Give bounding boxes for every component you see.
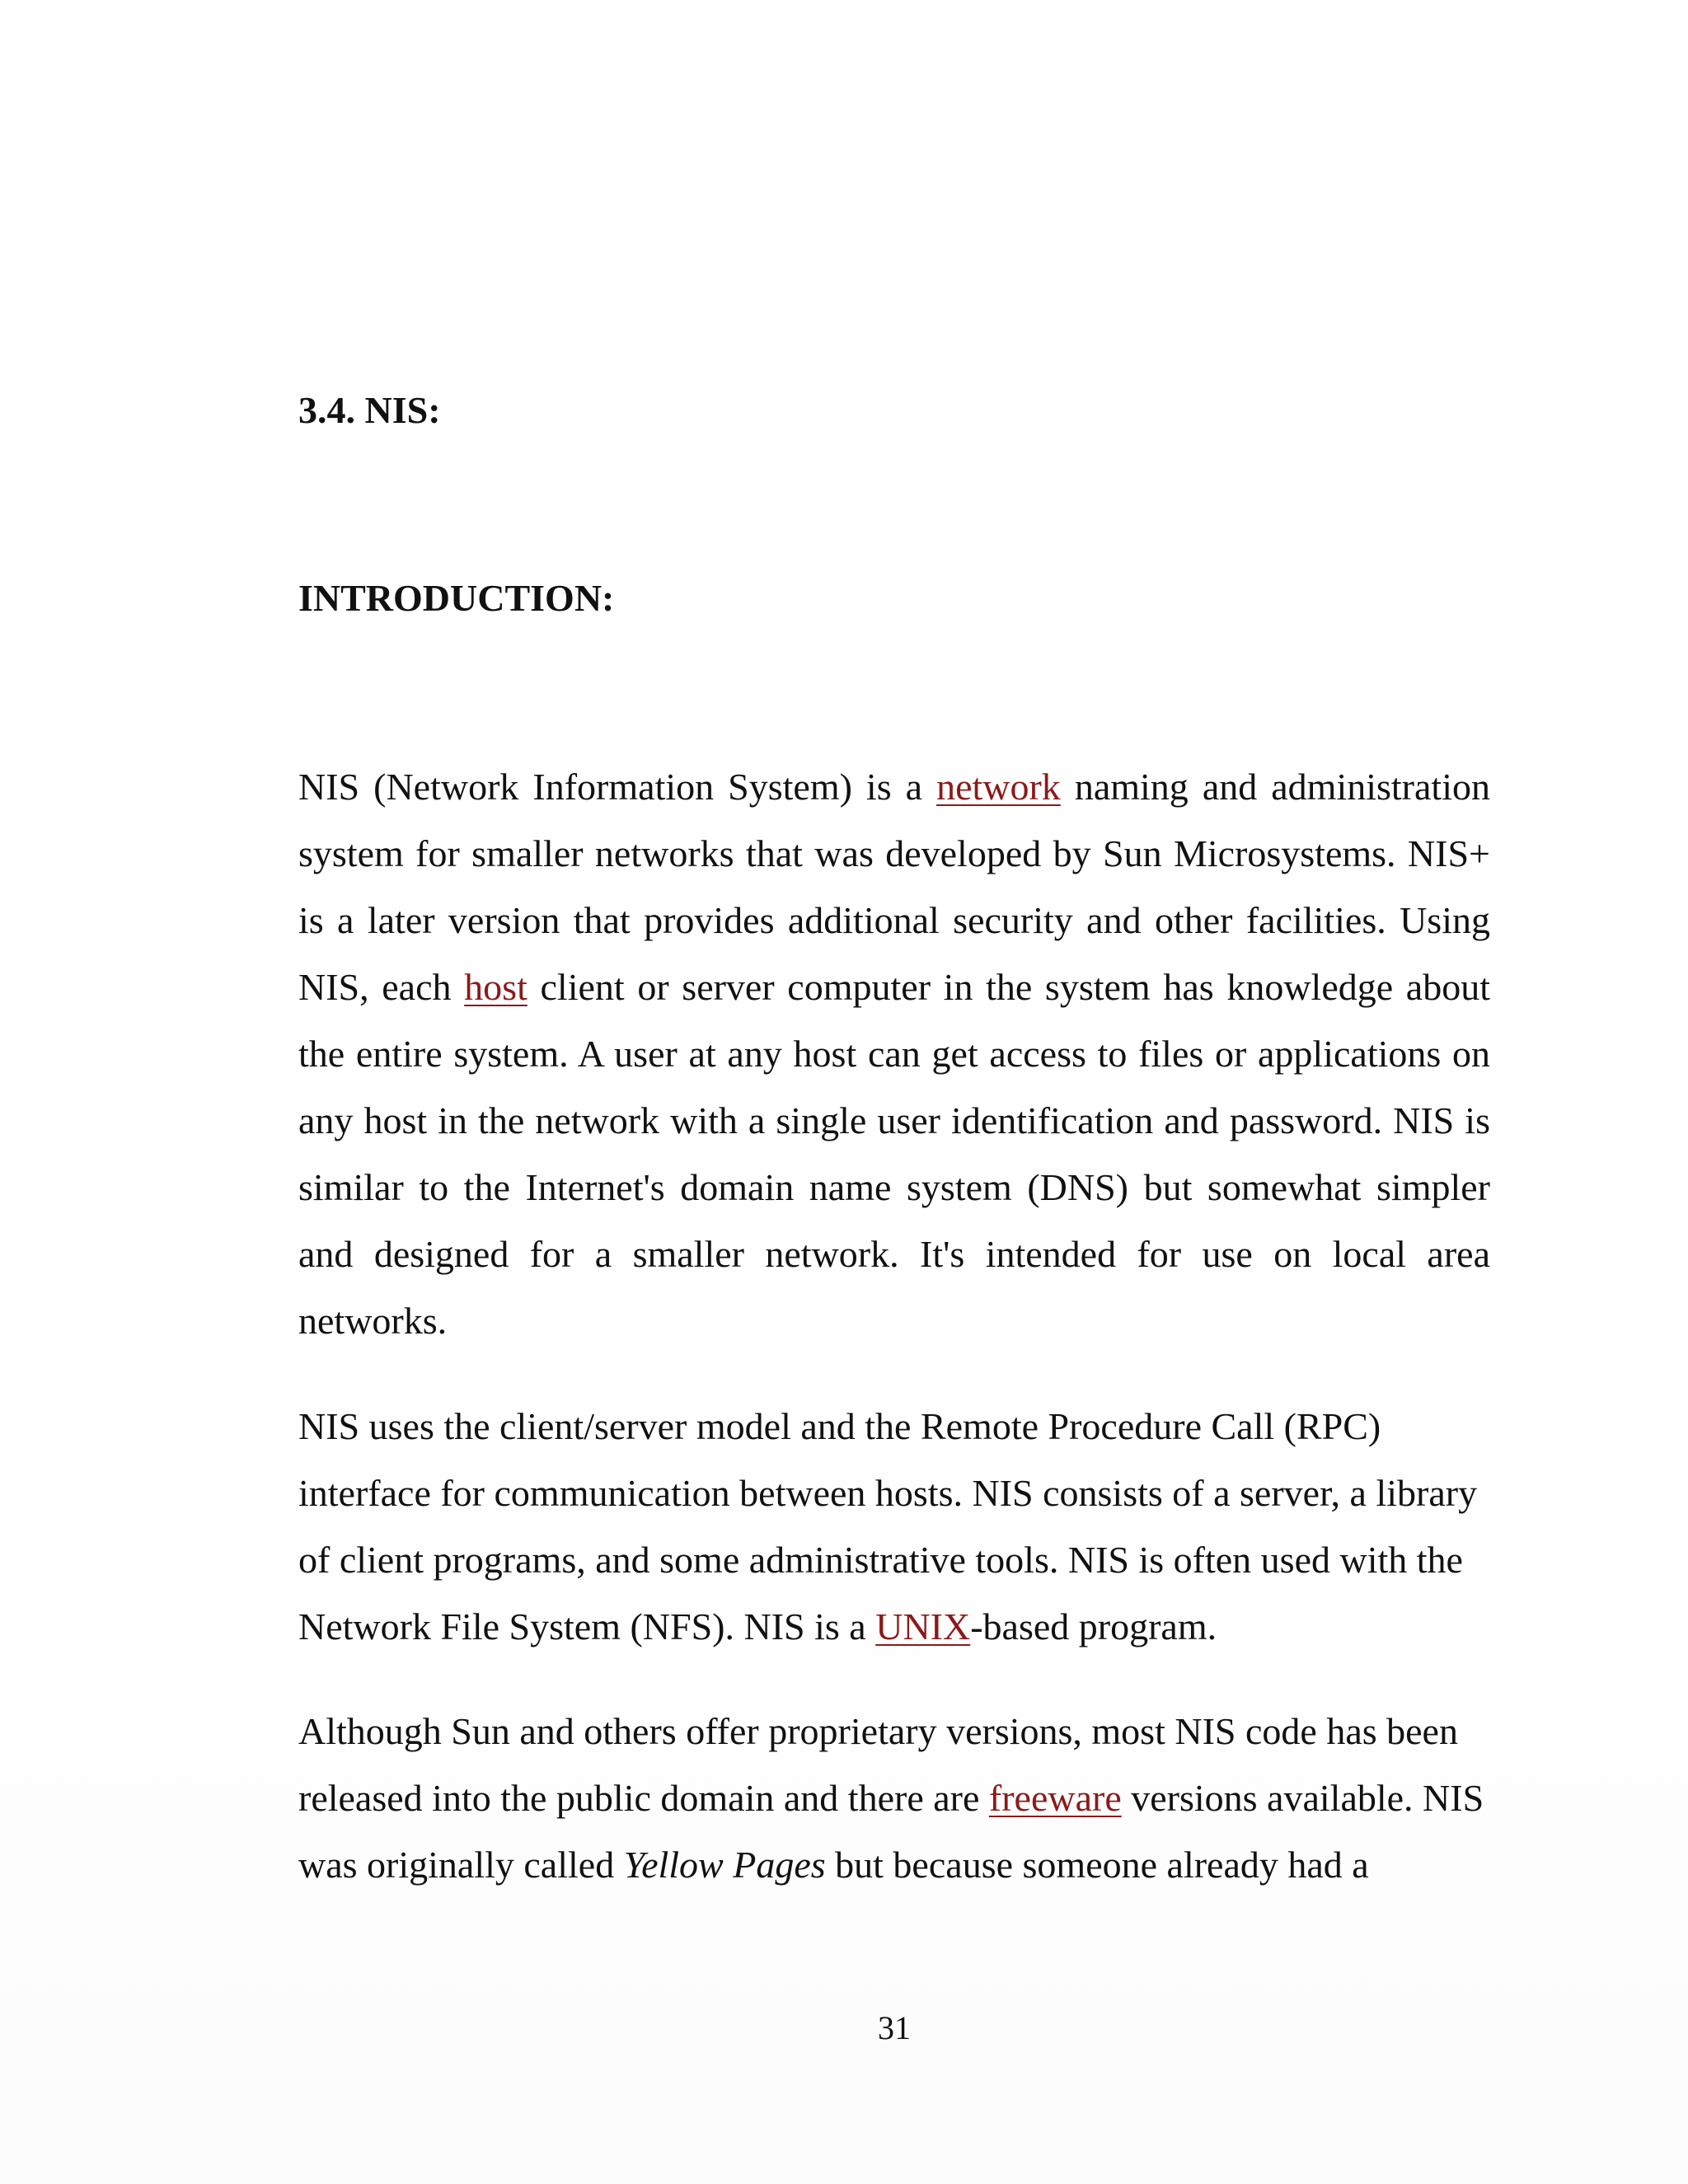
paragraph-text: naming and administration system for smaller networks that was developed by Sun Microsystems. NIS+ is a later version that provides additional security and other facilities. Using NIS, each <box>298 766 1490 1008</box>
network-link[interactable]: network <box>936 766 1061 808</box>
paragraph-text: NIS uses the client/server model and the Remote Procedure Call (RPC) interface for communication between hosts. NIS consists of a server, a library of client programs, and some administrative tools. NIS is often used with the Network File System (NFS). NIS is a <box>298 1405 1478 1647</box>
paragraph-text: NIS (Network Information System) is a <box>298 766 937 808</box>
freeware-link[interactable]: freeware <box>988 1777 1122 1819</box>
paragraph-history <box>298 1698 1490 1898</box>
page-number: 31 <box>878 2009 911 2046</box>
paragraph-client-server <box>298 1393 1490 1660</box>
yellow-pages-italic: Yellow Pages <box>623 1844 826 1886</box>
paragraph-text: Although Sun and others offer proprietary versions, most NIS code has been released into the public domain and there are <box>298 1710 1458 1819</box>
paragraph-text: versions available. NIS was originally called <box>298 1777 1484 1886</box>
paragraph-intro <box>298 753 1490 1354</box>
section-title: 3.4. NIS: <box>298 389 441 431</box>
host-link[interactable]: host <box>464 966 528 1008</box>
paragraph-text: client or server computer in the system has knowledge about the entire system. A user at any host can get access to files or applications on any host in the network with a single user identification and password. NIS is similar to the Internet's domain name system (DNS) but somewhat simpler and designed for a smaller network. It's intended for use on local area networks. <box>298 966 1491 1342</box>
paragraph-text: -based program. <box>970 1605 1217 1647</box>
introduction-heading: INTRODUCTION: <box>298 577 615 619</box>
paragraph-text: but because someone already had a <box>825 1844 1369 1886</box>
unix-link[interactable]: UNIX <box>875 1605 971 1647</box>
